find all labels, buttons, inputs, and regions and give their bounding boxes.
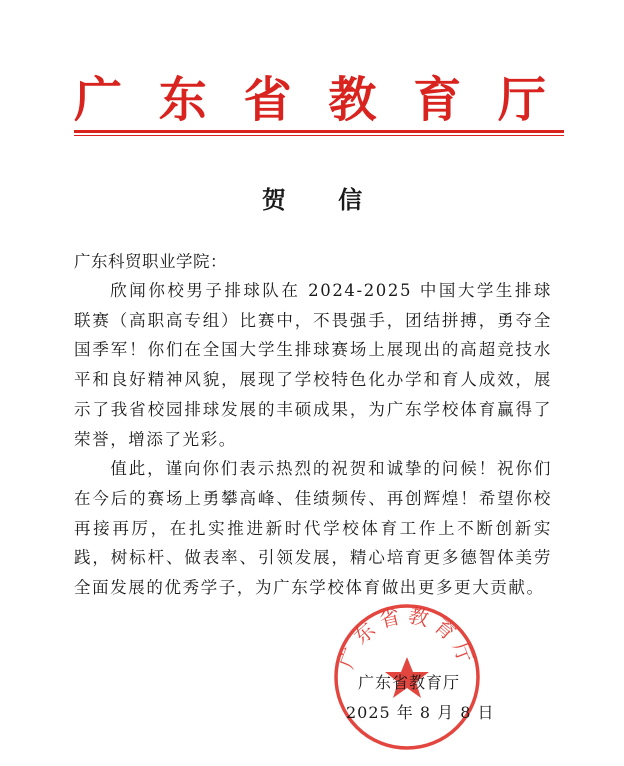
document-title: 贺 信 <box>261 186 385 214</box>
masthead-char: 省 <box>243 72 292 128</box>
letter-body <box>74 276 552 603</box>
masthead-char: 育 <box>413 72 462 128</box>
masthead-char: 教 <box>328 72 377 128</box>
signature-date: 2025 年 8 月 8 日 <box>346 703 495 722</box>
svg-text:广东省教育厅: 广东省教育厅 <box>334 603 480 672</box>
salutation: 广东科贸职业学院： <box>74 252 227 271</box>
header-divider-thin <box>74 135 564 136</box>
signature-organization: 广东省教育厅 <box>358 673 461 692</box>
masthead-char: 广 <box>74 72 123 128</box>
header-divider-thick <box>74 130 564 133</box>
paragraph: 欣闻你校男子排球队在 2024-2025 中国大学生排球联赛（高职高专组）比赛中，不畏强手，团结拼搏，勇夺全国季军！你们在全国大学生排球赛场上展现出的高超竞技水平和良好精神风貌，展现了学校特色化办学和育人成效，展示了我省校园排球发展的丰硕成果，为广东学校体育赢得了荣誉，增添了光彩。 <box>74 281 552 449</box>
paragraph: 值此，谨向你们表示热烈的祝贺和诚挚的问候！祝你们在今后的赛场上勇攀高峰、佳绩频传、再创辉煌！希望你校再接再厉，在扎实推进新时代学校体育工作上不断创新实践，树标杆、做表率、引领发展，精心培育更多德智体美劳全面发展的优秀学子，为广东学校体育做出更多更大贡献。 <box>74 459 552 598</box>
letterhead-masthead <box>74 70 546 130</box>
masthead-char: 东 <box>158 72 207 128</box>
masthead-char: 厅 <box>497 72 546 128</box>
